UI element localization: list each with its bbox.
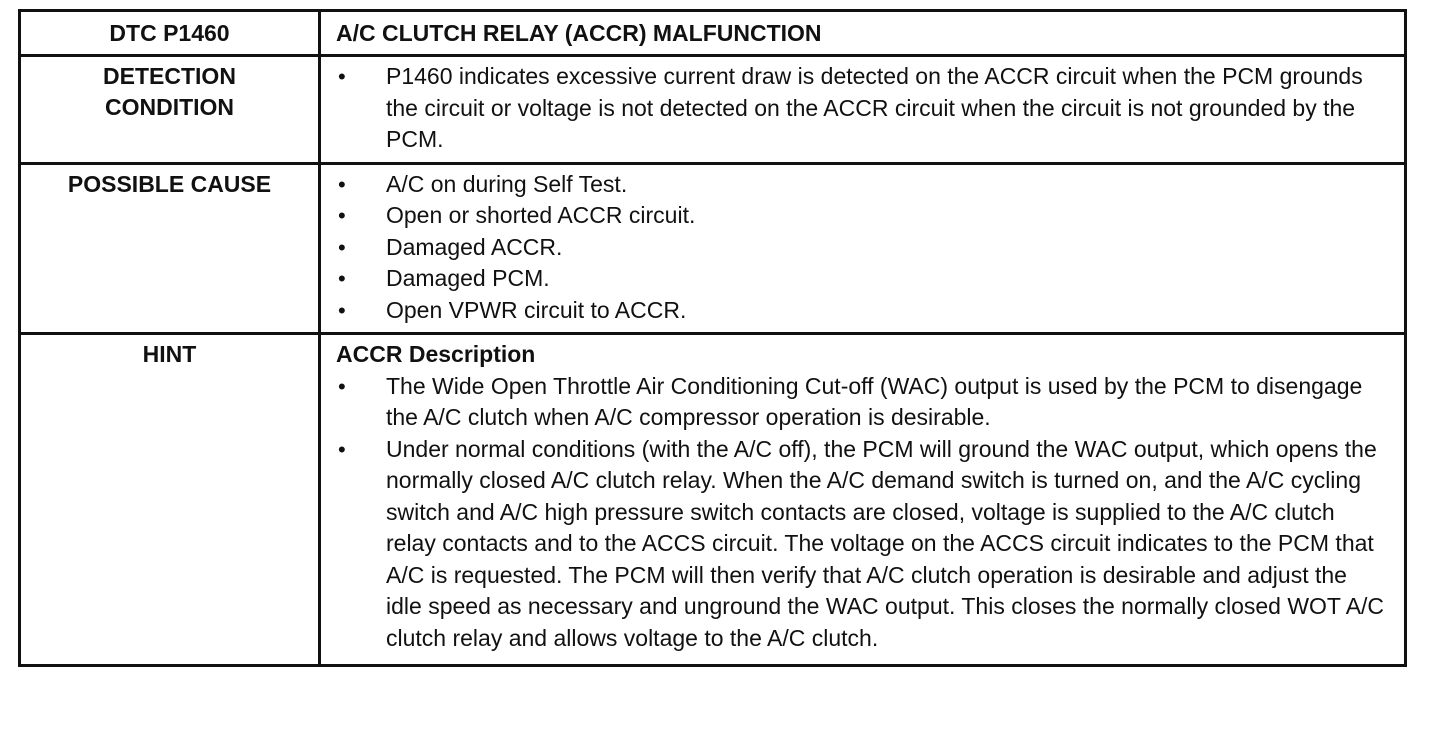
dtc-title-cell [320, 11, 1406, 56]
hint-row [20, 334, 1406, 666]
hint-heading: ACCR Description [336, 341, 536, 367]
dtc-table [18, 9, 1407, 667]
possible-cause-list [336, 169, 1388, 327]
hint-item: • The Wide Open Throttle Air Conditioning Cut-off (WAC) output is used by the PCM to disengage the A/C clutch when A/C compressor operation is desirable. [336, 371, 1388, 434]
possible-cause-label [20, 163, 320, 334]
possible-cause-content [320, 163, 1406, 334]
possible-cause-item: • Damaged PCM. [336, 263, 1388, 295]
detection-item: • P1460 indicates excessive current draw is detected on the ACCR circuit when the PCM grounds the circuit or voltage is not detected on the ACCR circuit when the circuit is not grounded by the PCM. [336, 61, 1388, 156]
detection-list [336, 61, 1388, 156]
detection-label-line2: CONDITION [104, 94, 235, 120]
possible-cause-row [20, 163, 1406, 334]
header-row [20, 11, 1406, 56]
detection-condition-label [20, 56, 320, 164]
hint-list [336, 371, 1388, 655]
dtc-title: A/C CLUTCH RELAY (ACCR) MALFUNCTION [336, 20, 822, 46]
possible-cause-item: • Open VPWR circuit to ACCR. [336, 295, 1388, 327]
dtc-code: DTC P1460 [109, 20, 230, 46]
possible-cause-item: • A/C on during Self Test. [336, 169, 1388, 201]
dtc-code-cell [20, 11, 320, 56]
hint-content [320, 334, 1406, 666]
hint-label [20, 334, 320, 666]
possible-cause-item: • Damaged ACCR. [336, 232, 1388, 264]
detection-label-line1: DETECTION [103, 63, 236, 89]
hint-label-text: HINT [142, 341, 197, 367]
detection-condition-content [320, 56, 1406, 164]
hint-item: • Under normal conditions (with the A/C off), the PCM will ground the WAC output, which opens the normally closed A/C clutch relay. When the A/C demand switch is turned on, and the A/C cycling switch and A/C high pressure switch contacts are closed, voltage is supplied to the A/C clutch relay contacts and to the ACCS circuit. The voltage on the ACCS circuit indicates to the PCM that A/C is requested. The PCM will then verify that A/C clutch operation is desirable and adjust the idle speed as necessary and unground the WAC output. This closes the normally closed WOT A/C clutch relay and allows voltage to the A/C clutch. [336, 434, 1388, 655]
possible-cause-item: • Open or shorted ACCR circuit. [336, 200, 1388, 232]
detection-condition-row [20, 56, 1406, 164]
possible-cause-label-text: POSSIBLE CAUSE [67, 170, 272, 197]
